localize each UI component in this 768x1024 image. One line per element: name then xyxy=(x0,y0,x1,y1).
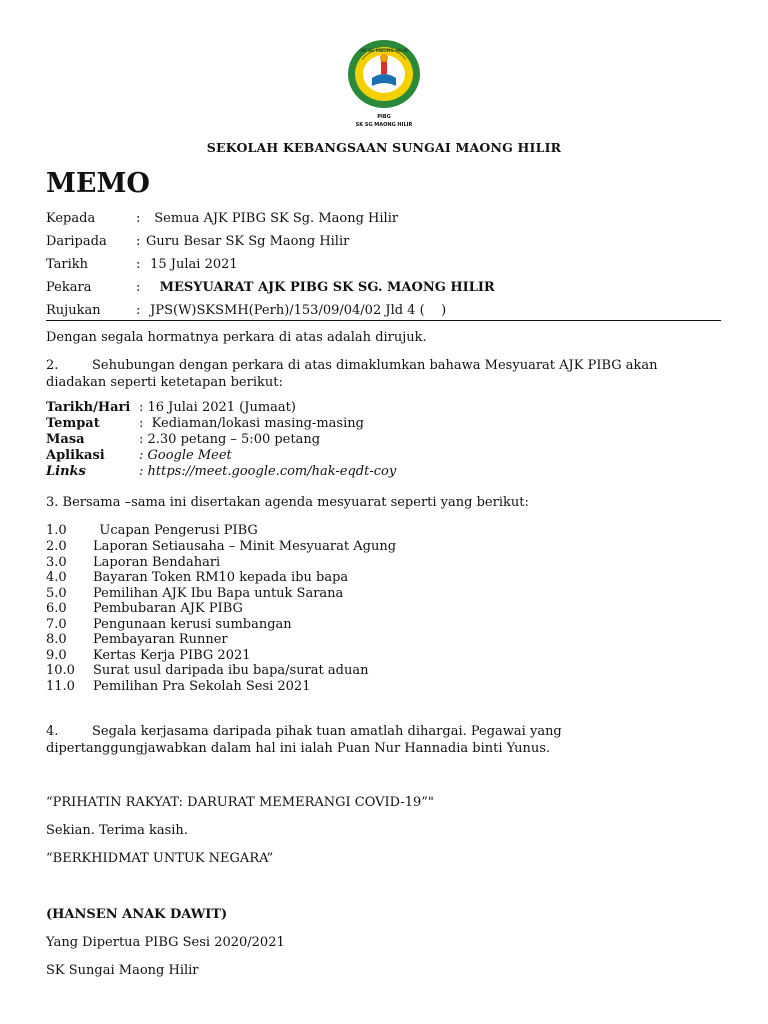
agenda-item xyxy=(46,663,368,679)
detail-row-link xyxy=(46,464,396,480)
agenda-text: Surat usul daripada ibu bapa/surat aduan xyxy=(93,663,369,678)
logo-top-text: SK SG MAONG HILIR xyxy=(360,48,408,53)
header-row-date xyxy=(46,257,238,275)
detail-value: : Google Meet xyxy=(139,448,232,463)
agenda-number: 1.0 xyxy=(46,523,67,538)
agenda-item xyxy=(46,632,228,648)
agenda-item xyxy=(46,586,343,602)
agenda-item xyxy=(46,679,311,695)
signatory-position: Yang Dipertua PIBG Sesi 2020/2021 xyxy=(46,935,285,950)
agenda-number: 2.0 xyxy=(46,539,67,554)
detail-label: Links xyxy=(46,464,86,479)
agenda-number: 10.0 xyxy=(46,663,75,678)
header-row-to xyxy=(46,211,398,229)
paragraph-3: 3. Bersama –sama ini disertakan agenda mesyuarat seperti yang berikut: xyxy=(46,495,529,510)
agenda-number: 6.0 xyxy=(46,601,67,616)
header-colon: : xyxy=(136,234,141,249)
logo-caption-1: PIBG xyxy=(377,114,391,120)
header-value: 15 Julai 2021 xyxy=(146,257,238,272)
agenda-number: 8.0 xyxy=(46,632,67,647)
agenda-text: Laporan Setiausaha – Minit Mesyuarat Agung xyxy=(93,539,397,554)
header-colon: : xyxy=(136,211,141,226)
header-row-from xyxy=(46,234,349,252)
agenda-text: Laporan Bendahari xyxy=(93,555,221,570)
header-value: Guru Besar SK Sg Maong Hilir xyxy=(146,234,350,249)
detail-label: Tempat xyxy=(46,416,100,431)
detail-label: Tarikh/Hari xyxy=(46,400,131,415)
detail-row-app xyxy=(46,448,232,464)
agenda-number: 5.0 xyxy=(46,586,67,601)
header-divider xyxy=(46,320,721,321)
intro-text: Dengan segala hormatnya perkara di atas adalah dirujuk. xyxy=(46,330,427,345)
agenda-text: Pemilihan AJK Ibu Bapa untuk Sarana xyxy=(93,586,344,601)
meeting-link[interactable]: : https://meet.google.com/hak-eqdt-coy xyxy=(139,464,397,479)
header-value: Semua AJK PIBG SK Sg. Maong Hilir xyxy=(146,211,399,226)
agenda-item xyxy=(46,555,220,571)
school-name: SEKOLAH KEBANGSAAN SUNGAI MAONG HILIR xyxy=(206,140,562,155)
detail-row-place xyxy=(46,416,364,432)
header-colon: : xyxy=(136,280,141,295)
agenda-text: Pembubaran AJK PIBG xyxy=(93,601,243,616)
agenda-item xyxy=(46,617,292,633)
header-row-reference xyxy=(46,303,446,321)
paragraph-text: Segala kerjasama daripada pihak tuan amatlah dihargai. Pegawai yang dipertanggungjawabkan dalam hal ini ialah Puan Nur Hannadia binti Yunus. xyxy=(46,724,562,756)
closing-text: Sekian. Terima kasih. xyxy=(46,823,188,838)
agenda-number: 11.0 xyxy=(46,679,75,694)
slogan-covid: “PRIHATIN RAKYAT: DARURAT MEMERANGI COVID-19”" xyxy=(46,795,434,810)
signatory-organisation: SK Sungai Maong Hilir xyxy=(46,963,199,978)
detail-value: : 2.30 petang – 5:00 petang xyxy=(139,432,321,447)
agenda-text: Ucapan Pengerusi PIBG xyxy=(87,523,258,538)
header-label: Tarikh xyxy=(46,257,89,272)
agenda-number: 9.0 xyxy=(46,648,67,663)
header-label: Kepada xyxy=(46,211,96,226)
agenda-item xyxy=(46,523,258,539)
paragraph-4 xyxy=(46,723,721,757)
header-row-subject xyxy=(46,280,495,298)
agenda-number: 7.0 xyxy=(46,617,67,632)
agenda-item xyxy=(46,601,243,617)
agenda-item xyxy=(46,539,396,555)
slogan-serve: “BERKHIDMAT UNTUK NEGARA” xyxy=(46,851,274,866)
agenda-item xyxy=(46,648,251,664)
header-label: Pekara xyxy=(46,280,92,295)
agenda-text: Pembayaran Runner xyxy=(93,632,228,647)
detail-label: Masa xyxy=(46,432,85,447)
header-label: Daripada xyxy=(46,234,107,249)
signatory-name: (HANSEN ANAK DAWIT) xyxy=(46,907,228,922)
agenda-text: Kertas Kerja PIBG 2021 xyxy=(93,648,251,663)
paragraph-text: Sehubungan dengan perkara di atas dimaklumkan bahawa Mesyuarat AJK PIBG akan diadakan seperti ketetapan berikut: xyxy=(46,358,658,390)
school-logo xyxy=(344,38,424,130)
detail-value: : Kediaman/lokasi masing-masing xyxy=(139,416,364,431)
paragraph-2 xyxy=(46,357,721,391)
memo-title: MEMO xyxy=(46,168,150,199)
detail-label: Aplikasi xyxy=(46,448,105,463)
detail-row-time xyxy=(46,432,320,448)
header-colon: : xyxy=(136,257,141,272)
detail-value: : 16 Julai 2021 (Jumaat) xyxy=(139,400,296,415)
header-label: Rujukan xyxy=(46,303,101,318)
agenda-number: 4.0 xyxy=(46,570,67,585)
paragraph-number: 2. xyxy=(46,358,59,373)
agenda-text: Pemilihan Pra Sekolah Sesi 2021 xyxy=(93,679,311,694)
logo-caption-2: SK SG MAONG HILIR xyxy=(355,122,413,128)
agenda-item xyxy=(46,570,348,586)
header-value: JPS(W)SKSMH(Perh)/153/09/04/02 Jld 4 ( ) xyxy=(146,303,447,318)
agenda-number: 3.0 xyxy=(46,555,67,570)
paragraph-number: 4. xyxy=(46,724,59,739)
agenda-text: Pengunaan kerusi sumbangan xyxy=(93,617,292,632)
agenda-text: Bayaran Token RM10 kepada ibu bapa xyxy=(93,570,349,585)
detail-row-date xyxy=(46,400,296,416)
header-colon: : xyxy=(136,303,141,318)
header-value: MESYUARAT AJK PIBG SK SG. MAONG HILIR xyxy=(146,280,495,295)
